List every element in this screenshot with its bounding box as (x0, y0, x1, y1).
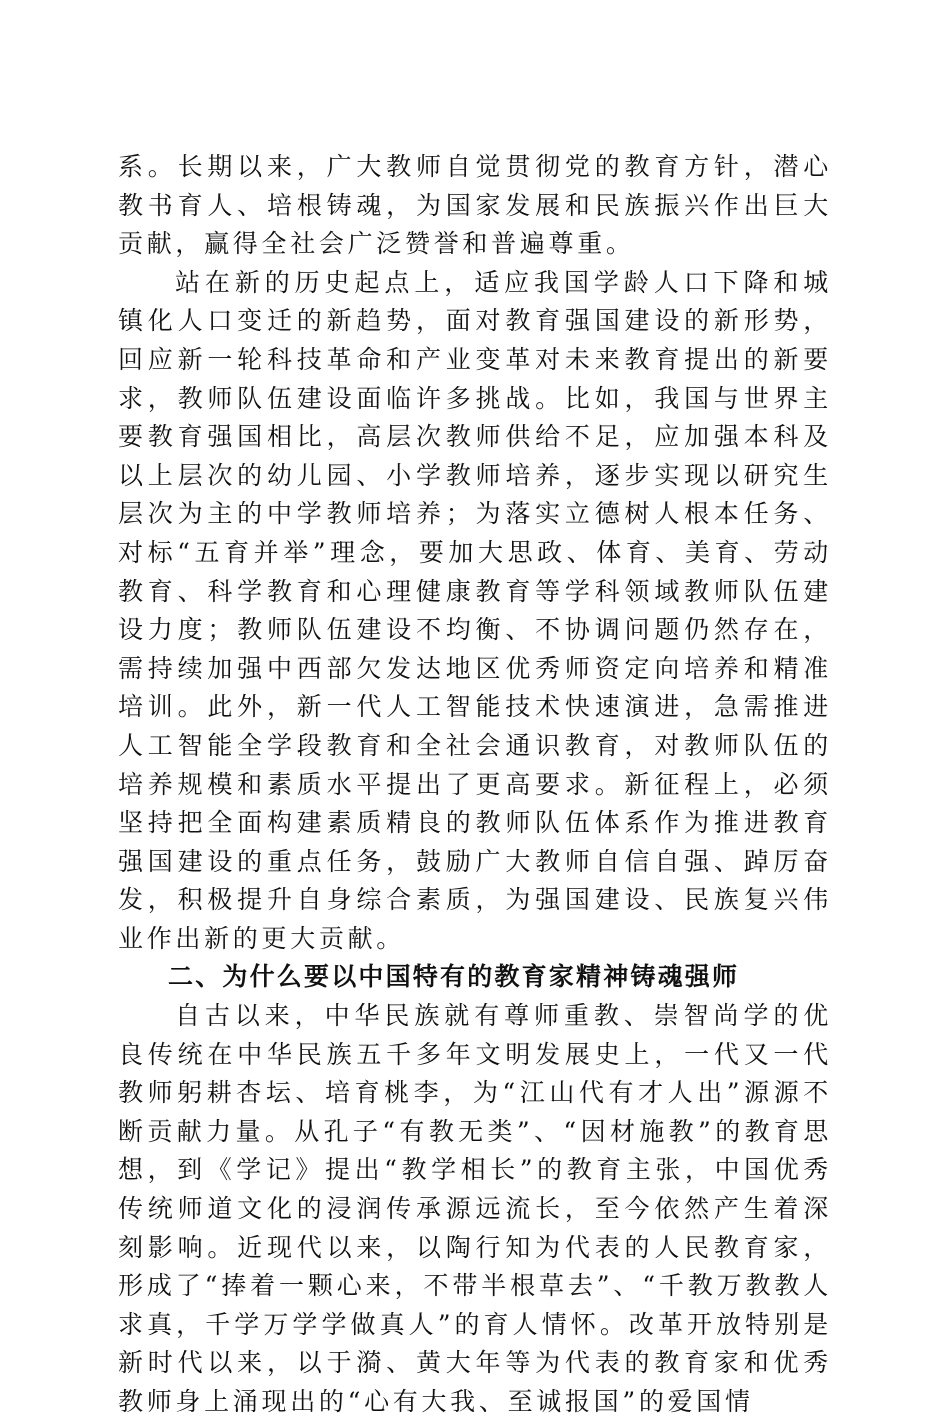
paragraph-teacher-challenges: 站在新的历史起点上，适应我国学龄人口下降和城镇化人口变迁的新趋势，面对教育强国建设的新形势，回应新一轮科技革命和产业变革对未来教育提出的新要求，教师队伍建设面临许多挑战。比如，我国与世界主要教育强国相比，高层次教师供给不足，应加强本科及以上层次的幼儿园、小学教师培养，逐步实现以研究生层次为主的中学教师培养；为落实立德树人根本任务、对标“五育并举”理念，要加大思政、体育、美育、劳动教育、科学教育和心理健康教育等学科领域教师队伍建设力度；教师队伍建设不均衡、不协调问题仍然存在，需持续加强中西部欠发达地区优秀师资定向培养和精准培训。此外，新一代人工智能技术快速演进，急需推进人工智能全学段教育和全社会通识教育，对教师队伍的培养规模和素质水平提出了更高要求。新征程上，必须坚持把全面构建素质精良的教师队伍体系作为推进教育强国建设的重点任务，鼓励广大教师自信自强、踔厉奋发，积极提升自身综合素质，为强国建设、民族复兴伟业作出新的更大贡献。 (118, 267, 832, 953)
section-heading: 二、为什么要以中国特有的教育家精神铸魂强师 (168, 962, 740, 992)
paragraph-continuation: 系。长期以来，广大教师自觉贯彻党的教育方针，潜心教书育人、培根铸魂，为国家发展和民族振兴作出巨大贡献，赢得全社会广泛赞誉和普遍尊重。 (118, 152, 832, 259)
document-body (118, 148, 832, 1422)
paragraph-educator-spirit: 自古以来，中华民族就有尊师重教、崇智尚学的优良传统在中华民族五千多年文明发展史上，一代又一代教师躬耕杏坛、培育桃李，为“江山代有才人出”源源不断贡献力量。从孔子“有教无类”、“因材施教”的教育思想，到《学记》提出“教学相长”的教育主张，中国优秀传统师道文化的浸润传承源远流长，至今依然产生着深刻影响。近现代以来，以陶行知为代表的人民教育家，形成了“捧着一颗心来，不带半根草去”、“千教万教教人求真，千学万学学做真人”的育人情怀。改革开放特别是新时代以来，以于漪、黄大年等为代表的教育家和优秀教师身上涌现出的“心有大我、至诚报国”的爱国情 (118, 1001, 832, 1416)
